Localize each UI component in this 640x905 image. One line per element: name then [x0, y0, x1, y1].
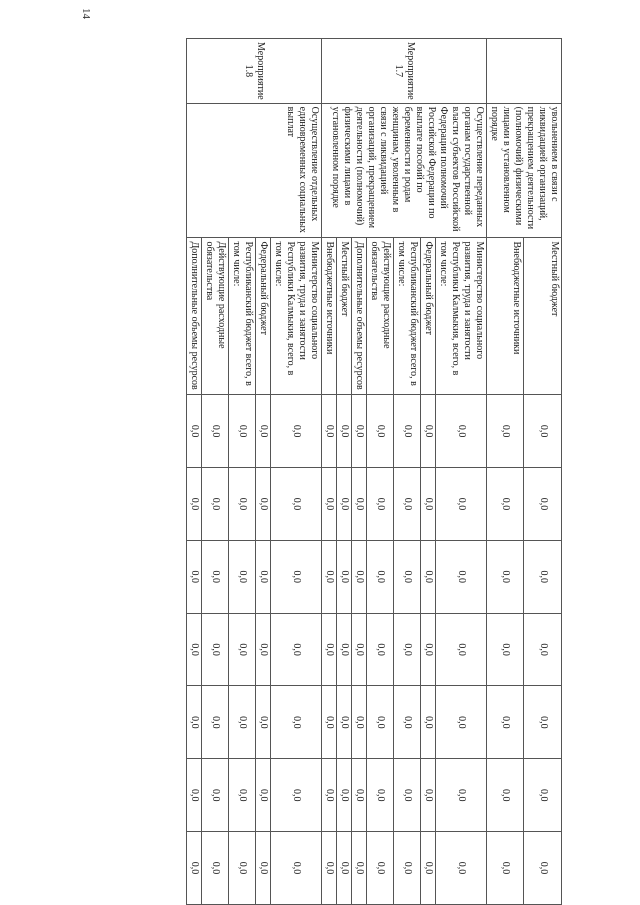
value-cell: 0,0 — [187, 686, 202, 759]
value-cell: 0,0 — [524, 759, 562, 832]
value-cell: 0,0 — [202, 395, 229, 468]
budget-table-body — [187, 39, 562, 905]
value-cell: 0,0 — [256, 540, 271, 613]
value-cell: 0,0 — [187, 613, 202, 686]
value-cell: 0,0 — [436, 686, 487, 759]
value-cell: 0,0 — [322, 395, 337, 468]
value-cell: 0,0 — [271, 613, 322, 686]
value-cell: 0,0 — [337, 395, 352, 468]
value-cell: 0,0 — [202, 613, 229, 686]
value-cell: 0,0 — [229, 613, 256, 686]
value-cell: 0,0 — [421, 759, 436, 832]
value-cell: 0,0 — [367, 686, 394, 759]
table-row — [436, 39, 487, 905]
value-cell: 0,0 — [337, 832, 352, 905]
value-cell: 0,0 — [337, 759, 352, 832]
value-cell: 0,0 — [202, 832, 229, 905]
value-cell: 0,0 — [187, 468, 202, 541]
value-cell: 0,0 — [394, 395, 421, 468]
value-cell: 0,0 — [271, 540, 322, 613]
value-cell: 0,0 — [367, 395, 394, 468]
funding-source-cell: Внебюджетные источники — [487, 238, 525, 395]
value-cell: 0,0 — [337, 540, 352, 613]
value-cell: 0,0 — [487, 759, 525, 832]
value-cell: 0,0 — [487, 613, 525, 686]
value-cell: 0,0 — [394, 540, 421, 613]
value-cell: 0,0 — [436, 395, 487, 468]
value-cell: 0,0 — [256, 759, 271, 832]
funding-source-cell: Местный бюджет — [337, 238, 352, 395]
value-cell: 0,0 — [187, 759, 202, 832]
value-cell: 0,0 — [367, 468, 394, 541]
event-code-cell: Мероприятие 1.7 — [322, 39, 487, 104]
value-cell: 0,0 — [337, 613, 352, 686]
funding-source-cell: Федеральный бюджет — [256, 238, 271, 395]
value-cell: 0,0 — [421, 686, 436, 759]
value-cell: 0,0 — [187, 395, 202, 468]
value-cell: 0,0 — [229, 468, 256, 541]
value-cell: 0,0 — [271, 468, 322, 541]
value-cell: 0,0 — [367, 832, 394, 905]
value-cell: 0,0 — [487, 395, 525, 468]
value-cell: 0,0 — [229, 832, 256, 905]
value-cell: 0,0 — [352, 686, 367, 759]
value-cell: 0,0 — [202, 759, 229, 832]
value-cell: 0,0 — [367, 540, 394, 613]
value-cell: 0,0 — [229, 686, 256, 759]
value-cell: 0,0 — [487, 468, 525, 541]
funding-source-cell: Министерство социального развития, труда и занятости Республики Калмыкия, всего, в том числе: — [271, 238, 322, 395]
event-code-cell — [487, 39, 562, 104]
value-cell: 0,0 — [352, 832, 367, 905]
table-row — [271, 39, 322, 905]
value-cell: 0,0 — [524, 832, 562, 905]
value-cell: 0,0 — [187, 540, 202, 613]
value-cell: 0,0 — [524, 686, 562, 759]
value-cell: 0,0 — [436, 759, 487, 832]
value-cell: 0,0 — [322, 540, 337, 613]
value-cell: 0,0 — [271, 395, 322, 468]
value-cell: 0,0 — [352, 540, 367, 613]
value-cell: 0,0 — [524, 613, 562, 686]
funding-source-cell: Местный бюджет — [524, 238, 562, 395]
value-cell: 0,0 — [436, 540, 487, 613]
value-cell: 0,0 — [271, 759, 322, 832]
value-cell: 0,0 — [202, 686, 229, 759]
value-cell: 0,0 — [337, 468, 352, 541]
value-cell: 0,0 — [202, 540, 229, 613]
value-cell: 0,0 — [421, 468, 436, 541]
funding-source-cell: Федеральный бюджет — [421, 238, 436, 395]
value-cell: 0,0 — [436, 468, 487, 541]
funding-source-cell: Действующие расходные обязательства — [367, 238, 394, 395]
funding-source-cell: Внебюджетные источники — [322, 238, 337, 395]
value-cell: 0,0 — [487, 540, 525, 613]
value-cell: 0,0 — [421, 613, 436, 686]
value-cell: 0,0 — [352, 613, 367, 686]
value-cell: 0,0 — [394, 613, 421, 686]
value-cell: 0,0 — [394, 468, 421, 541]
value-cell: 0,0 — [229, 395, 256, 468]
event-description-cell: Осуществление переданных органам государственной власти субъектов Российской Федерации полномочий Российской Федерации по выплате пособий по беременности и родам женщинам, уволенным в связи с ликвидацией организаций, прекращением деятельности (полномочий) физическими лицами в установленном порядке — [322, 103, 487, 238]
value-cell: 0,0 — [367, 613, 394, 686]
value-cell: 0,0 — [322, 468, 337, 541]
value-cell: 0,0 — [524, 395, 562, 468]
value-cell: 0,0 — [352, 395, 367, 468]
funding-source-cell: Дополнительные объемы ресурсов — [352, 238, 367, 395]
value-cell: 0,0 — [337, 686, 352, 759]
value-cell: 0,0 — [524, 468, 562, 541]
value-cell: 0,0 — [352, 759, 367, 832]
value-cell: 0,0 — [487, 686, 525, 759]
value-cell: 0,0 — [256, 613, 271, 686]
value-cell: 0,0 — [256, 468, 271, 541]
value-cell: 0,0 — [421, 395, 436, 468]
value-cell: 0,0 — [187, 832, 202, 905]
value-cell: 0,0 — [421, 540, 436, 613]
value-cell: 0,0 — [394, 832, 421, 905]
value-cell: 0,0 — [271, 832, 322, 905]
event-description-cell: увольнением в связи с ликвидацией организаций, прекращением деятельности (полномочий) физическими лицами в установленном порядке — [487, 103, 562, 238]
budget-table — [186, 38, 562, 905]
value-cell: 0,0 — [256, 395, 271, 468]
page-number: 14 — [80, 8, 92, 19]
value-cell: 0,0 — [322, 832, 337, 905]
value-cell: 0,0 — [394, 686, 421, 759]
funding-source-cell: Республиканский бюджет всего, в том числе: — [394, 238, 421, 395]
value-cell: 0,0 — [367, 759, 394, 832]
value-cell: 0,0 — [229, 540, 256, 613]
event-description-cell: Осуществление отдельных единовременных социальных выплат — [187, 103, 322, 238]
value-cell: 0,0 — [524, 540, 562, 613]
value-cell: 0,0 — [229, 759, 256, 832]
value-cell: 0,0 — [394, 759, 421, 832]
event-code-cell: Мероприятие 1.8 — [187, 39, 322, 104]
value-cell: 0,0 — [322, 759, 337, 832]
value-cell: 0,0 — [352, 468, 367, 541]
table-row — [524, 39, 562, 905]
value-cell: 0,0 — [322, 613, 337, 686]
funding-source-cell: Дополнительные объемы ресурсов — [187, 238, 202, 395]
value-cell: 0,0 — [202, 468, 229, 541]
value-cell: 0,0 — [256, 832, 271, 905]
value-cell: 0,0 — [487, 832, 525, 905]
value-cell: 0,0 — [436, 613, 487, 686]
funding-source-cell: Республиканский бюджет всего, в том числе: — [229, 238, 256, 395]
value-cell: 0,0 — [322, 686, 337, 759]
funding-source-cell: Министерство социального развития, труда и занятости Республики Калмыкия, всего, в том числе: — [436, 238, 487, 395]
value-cell: 0,0 — [421, 832, 436, 905]
value-cell: 0,0 — [436, 832, 487, 905]
value-cell: 0,0 — [256, 686, 271, 759]
funding-source-cell: Действующие расходные обязательства — [202, 238, 229, 395]
value-cell: 0,0 — [271, 686, 322, 759]
